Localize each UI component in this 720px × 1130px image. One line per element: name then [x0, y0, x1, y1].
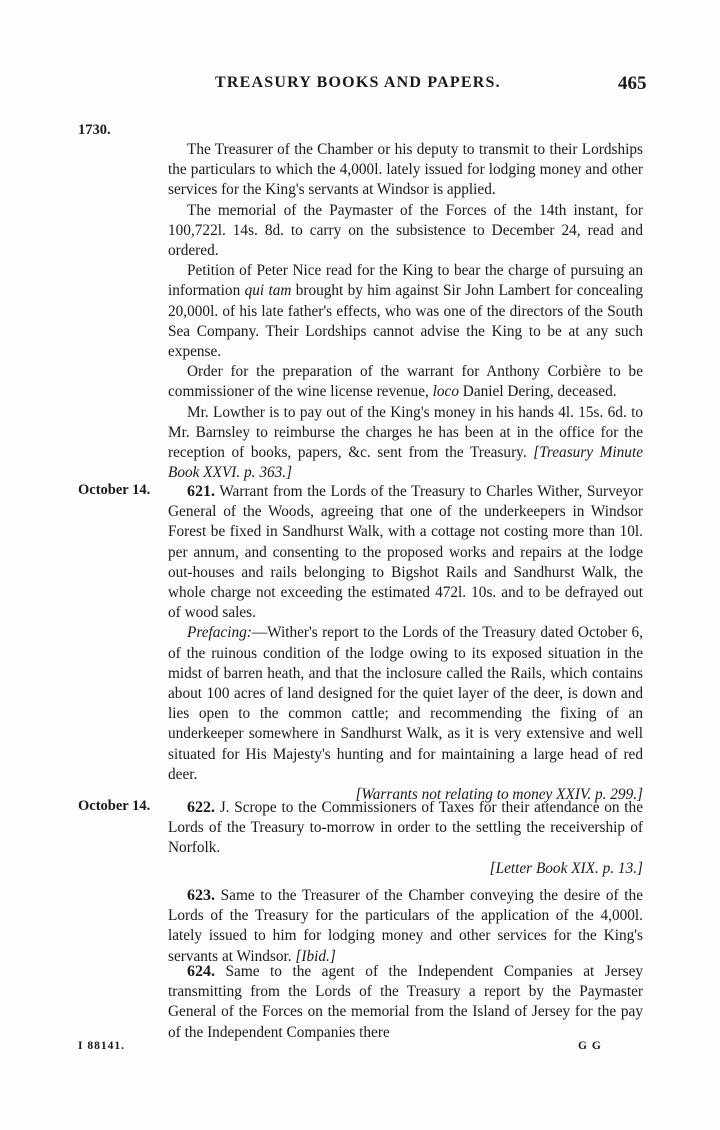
page-number: 465 [618, 73, 647, 94]
entry-number: 623. [187, 887, 215, 904]
paragraph-lowther: Mr. Lowther is to pay out of the King's money in his hands 4l. 15s. 6d. to Mr. Barnsley to reimburse the charges he has been at in the office for the reception of books, papers, &c. sent from the Treasury. [Treasury Minute Book XXVI. p. 363.] [168, 403, 643, 482]
paragraph-peter-nice: Petition of Peter Nice read for the King to bear the charge of pursuing an information qui tam brought by him against Sir John Lambert for concealing 20,000l. of his late father's effects, who was one of the directors of the South Sea Company. Their Lordships cannot advise the King to be at any such expense. [168, 262, 644, 361]
running-title: TREASURY BOOKS AND PAPERS. [215, 74, 501, 91]
entry-622-date: October 14. [78, 798, 151, 814]
entry-621-date: October 14. [78, 482, 151, 498]
year-margin: 1730. [78, 122, 111, 138]
entry-622-text: 622. J. Scrope to the Commissioners of Taxes for their attendance on the Lords of the Treasury to-morrow in order to the settling the receivership of Norfolk. [168, 799, 643, 857]
entry-623-source: [Ibid.] [295, 947, 336, 965]
entry-622 [168, 798, 643, 879]
entry-621 [168, 482, 643, 805]
entry-624-text: 624. Same to the agent of the Independent Companies at Jersey transmitting from the Lords of the Treasury a report by the Paymaster General of the Forces on the memorial from the Island of Jersey for the pay of the Independent Companies there [168, 963, 644, 1041]
entry-622-source: [Letter Book XIX. p. 13.] [489, 859, 643, 877]
minutes-block [168, 140, 643, 483]
entry-621-text: 621. Warrant from the Lords of the Treasury to Charles Wither, Surveyor General of the Woods, agreeing that one of the underkeepers in Windsor Forest be fixed in Sandhurst Walk, with a cottage not costing more than 10l. per annum, and consenting to the proposed works and repairs at the lodge out-houses and rails belonging to Bigshot Rails and Sandhurst Walk, the whole charge not exceeding the estimated 472l. 10s. and to be defrayed out of wood sales. [168, 483, 643, 622]
page-footer [0, 1040, 720, 1060]
entry-621-source: [Warrants not relating to money XXIV. p. 299.] [355, 786, 643, 804]
entry-621-prefacing: Prefacing:—Wither's report to the Lords of the Treasury dated October 6, of the ruinous condition of the lodge owing to its exposed situation in the midst of barren heath, and that the inclosure called the Rails, which contains about 100 acres of land designed for the quiet layer of the deer, is down and lies open to the common cattle; and recommending the fixing of an underkeeper somewhere in Sandhurst Walk, as it is very extensive and well situated for His Majesty's hunting and for maintaining a large head of red deer. [168, 624, 643, 783]
entry-number: 621. [187, 483, 215, 500]
gathering-mark: G G [578, 1040, 602, 1052]
paragraph-corbiere: Order for the preparation of the warrant for Anthony Corbière to be commissioner of the wine license revenue, loco Daniel Dering, deceased. [168, 363, 643, 401]
entry-number: 622. [187, 799, 215, 816]
running-head [0, 74, 720, 100]
entry-623 [168, 886, 643, 967]
paragraph-paymaster-memorial: The memorial of the Paymaster of the Forces of the 14th instant, for 100,722l. 14s. 8d. to carry on the subsistence to December 24, read and ordered. [168, 201, 643, 260]
entry-624 [168, 962, 643, 1043]
source-citation: [Treasury Minute Book XXVI. p. 363.] [168, 444, 643, 482]
entry-number: 624. [187, 963, 215, 980]
paragraph-chamber: The Treasurer of the Chamber or his deputy to transmit to their Lordships the particulars to which the 4,000l. lately issued for lodging money and other services for the King's servants at Windsor is applied. [168, 141, 643, 199]
entry-623-text: 623. Same to the Treasurer of the Chamber conveying the desire of the Lords of the Treasury for the particulars of the application of the 4,000l. lately issued to him for lodging money and other services for the King's servants at Windsor. [Ibid.] [168, 887, 643, 965]
signature-mark: I 88141. [78, 1040, 125, 1052]
